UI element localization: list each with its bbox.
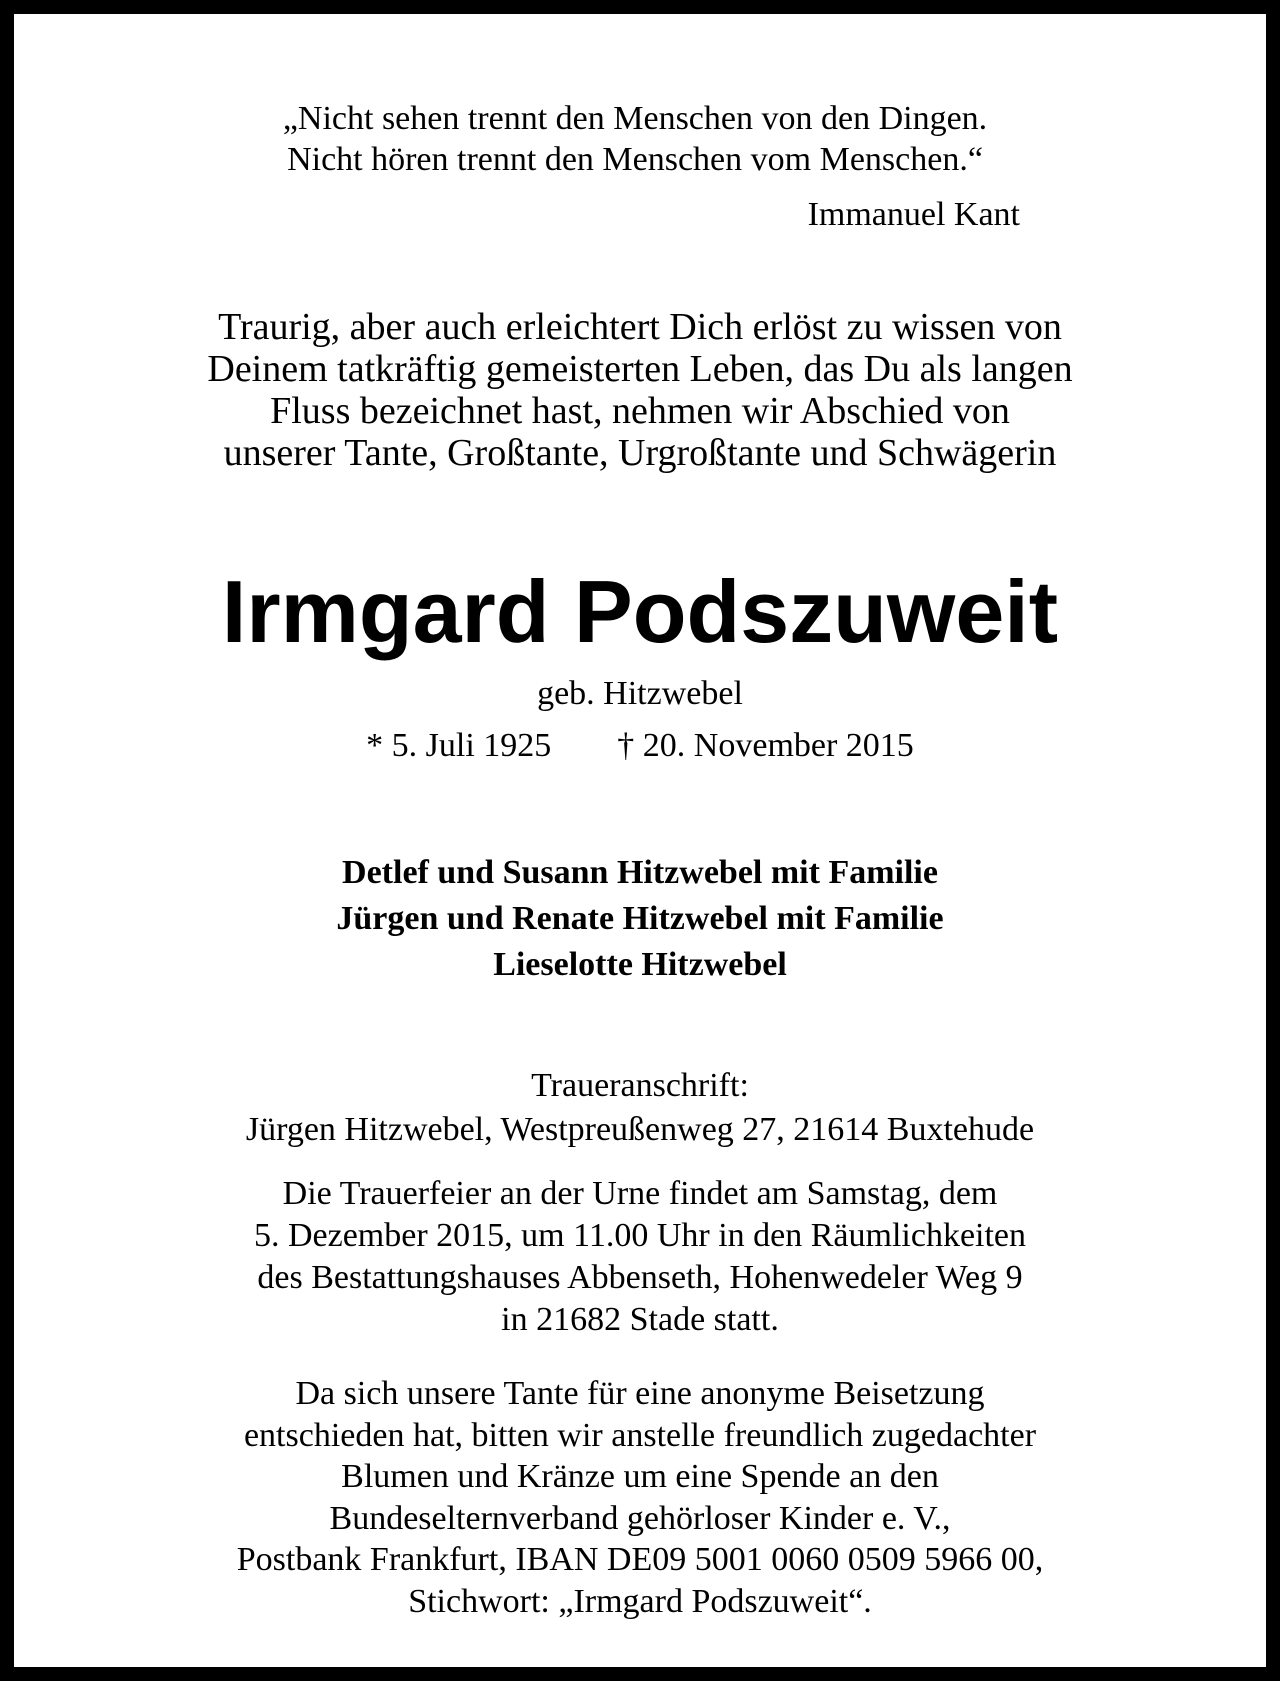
mourner-line: Jürgen und Renate Hitzwebel mit Familie bbox=[336, 900, 944, 937]
intro-line: Traurig, aber auch erleichtert Dich erlöst zu wissen von bbox=[218, 306, 1062, 348]
address-label: Traueranschrift: bbox=[531, 1067, 749, 1104]
ceremony-line: in 21682 Stade statt. bbox=[501, 1301, 779, 1338]
quote-block bbox=[28, 98, 1252, 180]
donation-line: Bundeselternverband gehörloser Kinder e. V., bbox=[329, 1499, 951, 1537]
birth-name bbox=[28, 674, 1252, 714]
mourner-line: Lieselotte Hitzwebel bbox=[493, 946, 787, 983]
donation-info bbox=[28, 1373, 1252, 1622]
address-value: Jürgen Hitzwebel, Westpreußenweg 27, 21614 Buxtehude bbox=[245, 1111, 1035, 1148]
donation-line: Da sich unsere Tante für eine anonyme Beisetzung bbox=[295, 1375, 985, 1412]
obituary-content bbox=[28, 28, 1252, 1653]
quote-line: „Nicht sehen trennt den Menschen von den Dingen. bbox=[282, 100, 988, 137]
mourner-line: Detlef und Susann Hitzwebel mit Familie bbox=[342, 854, 938, 891]
ceremony-info bbox=[28, 1173, 1252, 1341]
mourning-address bbox=[28, 1064, 1252, 1152]
ceremony-line: 5. Dezember 2015, um 11.00 Uhr in den Räumlichkeiten bbox=[253, 1217, 1027, 1254]
life-dates bbox=[28, 726, 1252, 766]
birth-name-text: geb. Hitzwebel bbox=[537, 675, 743, 712]
donation-line: Stichwort: „Irmgard Podszuweit“. bbox=[408, 1582, 872, 1620]
donation-line: entschieden hat, bitten wir anstelle freundlich zugedachter bbox=[243, 1416, 1037, 1454]
intro-line: Deinem tatkräftig gemeisterten Leben, das Du als langen bbox=[207, 348, 1073, 390]
quote-author: Immanuel Kant bbox=[807, 196, 1020, 233]
ceremony-line: des Bestattungshauses Abbenseth, Hohenwedeler Weg 9 bbox=[257, 1259, 1023, 1296]
birth-date: * 5. Juli 1925 bbox=[366, 727, 552, 764]
intro-line: unserer Tante, Großtante, Urgroßtante und Schwägerin bbox=[223, 432, 1057, 474]
death-date: † 20. November 2015 bbox=[617, 727, 914, 764]
quote-line: Nicht hören trennt den Menschen vom Menschen.“ bbox=[287, 141, 983, 178]
donation-line: Postbank Frankfurt, IBAN DE09 5001 0060 0509 5966 00, bbox=[236, 1541, 1044, 1578]
intro-line: Fluss bezeichnet hast, nehmen wir Abschied von bbox=[270, 390, 1010, 432]
donation-line: Blumen und Kränze um eine Spende an den bbox=[341, 1458, 939, 1495]
mourners-list bbox=[28, 850, 1252, 988]
deceased-name: Irmgard Podszuweit bbox=[221, 562, 1059, 661]
intro-text bbox=[28, 306, 1252, 474]
ceremony-line: Die Trauerfeier an der Urne findet am Samstag, dem bbox=[282, 1175, 998, 1212]
